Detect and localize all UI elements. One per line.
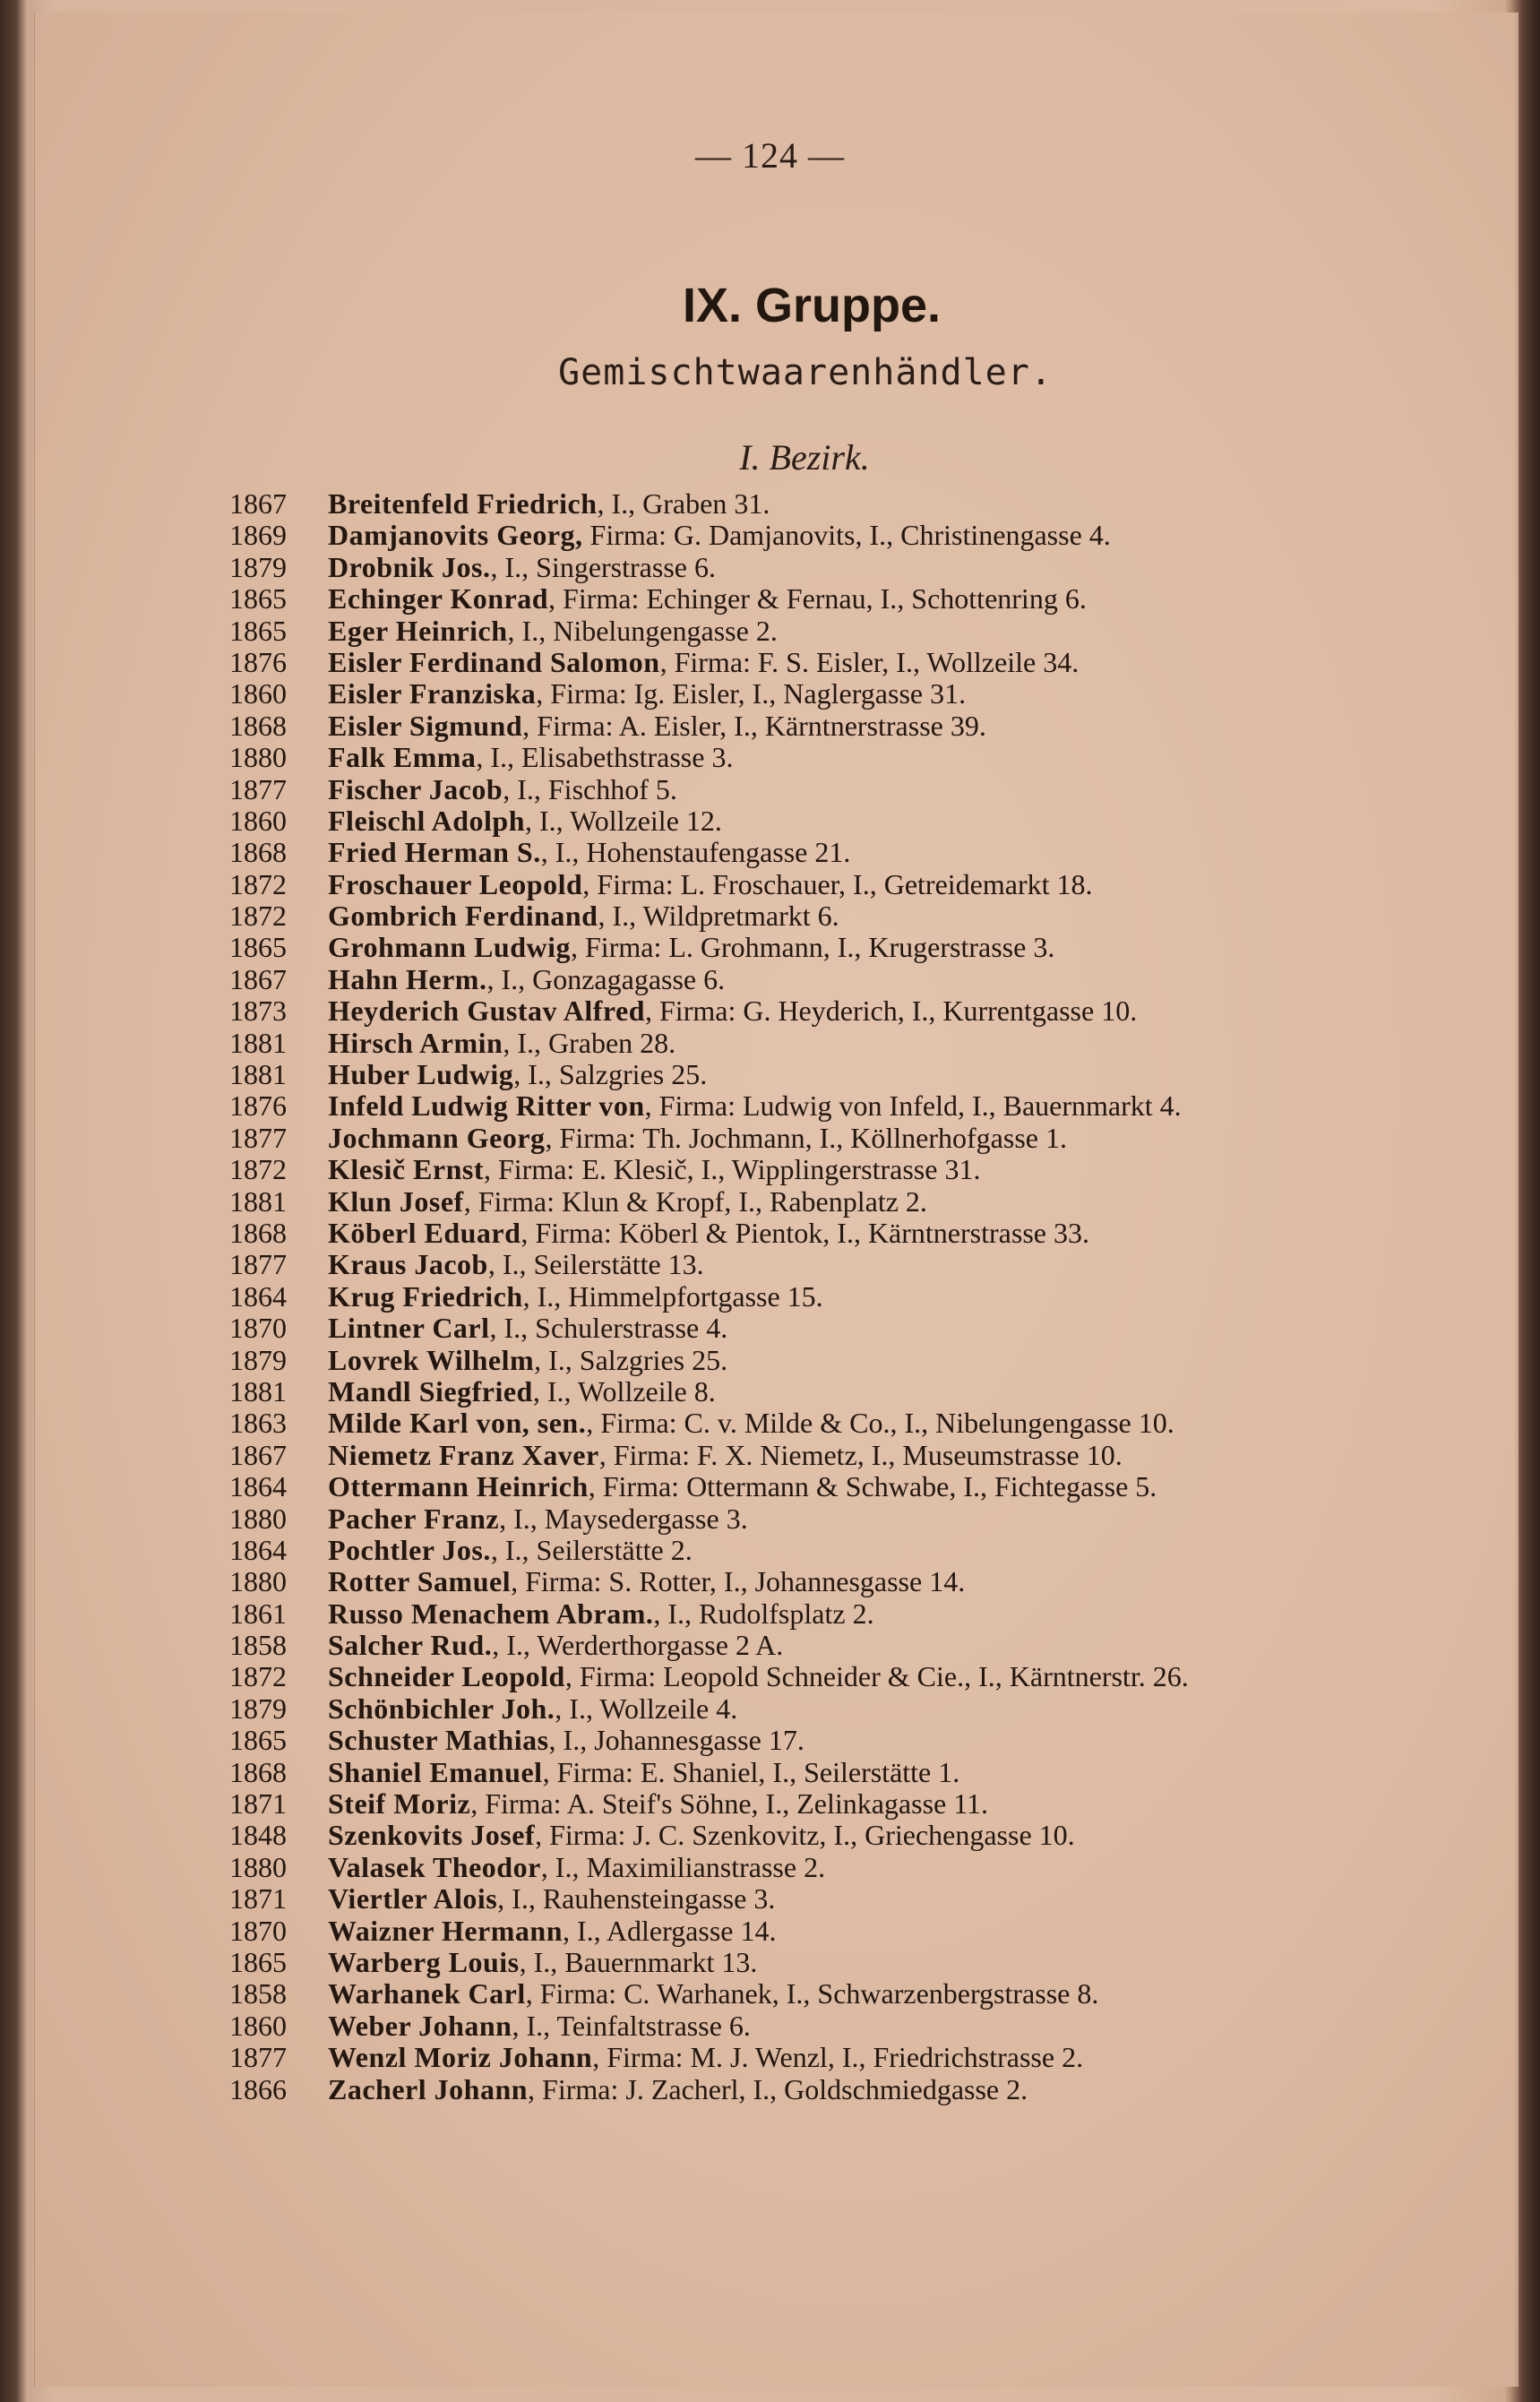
list-item — [229, 964, 1439, 995]
entry-details: , Firma: Th. Jochmann, I., Köllnerhofgasse 1. — [545, 1121, 1067, 1154]
entry-name: Valasek Theodor — [328, 1850, 541, 1883]
entry-year: 1864 — [229, 1533, 287, 1566]
entry-name: Shaniel Emanuel — [328, 1755, 543, 1788]
entry-name: Niemetz Franz Xaver — [328, 1438, 599, 1471]
entry-year: 1865 — [229, 931, 287, 964]
entry-name: Fried Herman S. — [328, 836, 541, 869]
entry-details: , Firma: C. Warhanek, I., Schwarzenbergstrasse 8. — [525, 1977, 1099, 2010]
entry-details: , I., Maximilianstrasse 2. — [540, 1850, 826, 1883]
entry-name: Hirsch Armin — [328, 1026, 503, 1059]
entry-year: 1880 — [229, 1850, 287, 1883]
entry-text — [328, 1471, 1157, 1502]
entry-year: 1860 — [229, 677, 287, 710]
entry-year: 1872 — [229, 867, 287, 900]
entry-text — [328, 1408, 1174, 1439]
entry-text — [328, 837, 850, 868]
entry-year: 1881 — [229, 1184, 287, 1218]
entry-name: Fleischl Adolph — [328, 804, 525, 837]
entry-text — [328, 1598, 874, 1630]
list-item — [229, 2042, 1439, 2073]
entry-text — [328, 1376, 716, 1408]
entry-year: 1872 — [229, 1153, 287, 1186]
district-heading: I. Bezirk. — [739, 437, 870, 478]
entry-details: , I., Bauernmarkt 13. — [519, 1945, 758, 1978]
list-item — [229, 1535, 1439, 1566]
entry-text — [328, 1281, 823, 1313]
entry-name: Weber Johann — [328, 2009, 512, 2042]
list-item — [229, 2010, 1439, 2042]
entry-year: 1881 — [229, 1026, 287, 1059]
entry-details: , I., Seilerstätte 13. — [487, 1248, 704, 1281]
entry-details: , I., Rauhensteingasse 3. — [497, 1882, 776, 1916]
entry-details: , Firma: Klun & Kropf, I., Rabenplatz 2. — [463, 1184, 927, 1218]
entry-details: , I., Maysedergasse 3. — [499, 1502, 748, 1535]
entry-year: 1867 — [229, 487, 287, 520]
entry-text — [328, 1028, 675, 1059]
list-item — [229, 2074, 1439, 2105]
entry-text — [328, 1820, 1075, 1851]
entry-text — [328, 1345, 727, 1376]
list-item — [229, 900, 1439, 932]
entry-year: 1869 — [229, 519, 287, 552]
entry-year: 1865 — [229, 614, 287, 647]
entry-name: Schuster Mathias — [328, 1724, 549, 1757]
entry-name: Waizner Hermann — [328, 1914, 563, 1947]
entry-details: , I., Nibelungengasse 2. — [507, 614, 778, 647]
entry-year: 1881 — [229, 1058, 287, 1091]
list-item — [229, 1630, 1439, 1661]
list-item — [229, 1249, 1439, 1280]
entry-name: Warberg Louis — [328, 1945, 520, 1978]
entry-name: Schneider Leopold — [328, 1660, 565, 1693]
entry-details: , I., Wollzeile 4. — [555, 1692, 738, 1725]
entry-name: Eisler Sigmund — [328, 709, 523, 742]
entry-text — [328, 1249, 704, 1280]
entry-details: , I., Adlergasse 14. — [563, 1914, 777, 1947]
entry-year: 1868 — [229, 709, 287, 742]
entry-details: , I., Hohenstaufengasse 21. — [540, 836, 851, 869]
entry-details: , I., Werderthorgasse 2 A. — [492, 1629, 784, 1662]
entry-text — [328, 1535, 693, 1566]
list-item — [229, 583, 1439, 615]
entry-text — [328, 488, 770, 520]
entry-details: , I., Wildpretmarkt 6. — [598, 900, 839, 933]
entry-text — [328, 1186, 927, 1218]
entry-text — [328, 964, 725, 995]
entry-text — [328, 1123, 1067, 1154]
entry-year: 1870 — [229, 1312, 287, 1345]
entry-text — [328, 742, 733, 773]
entry-details: , I., Graben 31. — [597, 487, 770, 520]
entry-details: , I., Seilerstätte 2. — [490, 1533, 693, 1566]
entry-text — [328, 678, 966, 710]
entry-year: 1865 — [229, 1945, 287, 1978]
entry-text — [328, 710, 986, 742]
page-number: — 124 — — [695, 135, 845, 176]
entry-year: 1872 — [229, 900, 287, 933]
entry-year: 1858 — [229, 1629, 287, 1662]
entry-name: Steif Moriz — [328, 1787, 471, 1821]
entry-name: Szenkovits Josef — [328, 1819, 536, 1852]
entry-text — [328, 2074, 1028, 2105]
entry-name: Kraus Jacob — [328, 1248, 488, 1281]
list-item — [229, 742, 1439, 773]
entry-name: Eger Heinrich — [328, 614, 508, 647]
entry-text — [328, 616, 778, 647]
entry-details: , I., Elisabethstrasse 3. — [476, 741, 734, 774]
entry-details: , I., Johannesgasse 17. — [548, 1724, 804, 1757]
entry-name: Hahn Herm. — [328, 962, 487, 995]
entry-details: , Firma: Echinger & Fernau, I., Schottenring 6. — [548, 582, 1087, 616]
entry-name: Köberl Eduard — [328, 1216, 521, 1249]
entry-name: Salcher Rud. — [328, 1629, 493, 1662]
entry-year: 1867 — [229, 1438, 287, 1471]
entry-list — [229, 488, 1439, 2105]
entry-details: , I., Wollzeile 8. — [532, 1374, 716, 1408]
entry-name: Pochtler Jos. — [328, 1533, 491, 1566]
entry-details: , I., Rudolfsplatz 2. — [653, 1597, 874, 1630]
entry-name: Ottermann Heinrich — [328, 1470, 589, 1503]
list-item — [229, 1345, 1439, 1376]
entry-text — [328, 1059, 707, 1090]
entry-details: , Firma: A. Eisler, I., Kärntnerstrasse 39. — [522, 709, 986, 742]
list-item — [229, 647, 1439, 678]
entry-name: Jochmann Georg — [328, 1121, 546, 1154]
entry-text — [328, 805, 722, 837]
entry-text — [328, 1661, 1189, 1692]
entry-name: Schönbichler Joh. — [328, 1692, 555, 1725]
entry-name: Mandl Siegfried — [328, 1374, 533, 1408]
entry-text — [328, 869, 1093, 900]
entry-name: Breitenfeld Friedrich — [328, 487, 598, 520]
entry-year: 1868 — [229, 1216, 287, 1249]
entry-text — [328, 2010, 751, 2042]
entry-text — [328, 1693, 737, 1725]
entry-year: 1880 — [229, 1502, 287, 1535]
entry-year: 1879 — [229, 1343, 287, 1376]
entry-name: Drobnik Jos. — [328, 550, 491, 583]
list-item — [229, 520, 1439, 551]
entry-name: Klun Josef — [328, 1184, 464, 1218]
entry-details: , Firma: G. Heyderich, I., Kurrentgasse 10. — [645, 994, 1138, 1028]
entry-details: , Firma: M. J. Wenzl, I., Friedrichstrasse 2. — [592, 2041, 1084, 2074]
entry-year: 1866 — [229, 2072, 287, 2105]
entry-year: 1880 — [229, 741, 287, 774]
entry-details: , I., Wollzeile 12. — [525, 804, 722, 837]
entry-year: 1867 — [229, 962, 287, 995]
entry-year: 1860 — [229, 804, 287, 837]
list-item — [229, 1471, 1439, 1502]
list-item — [229, 552, 1439, 583]
entry-details: , Firma: J. Zacherl, I., Goldschmiedgasse 2. — [528, 2072, 1028, 2105]
entry-year: 1877 — [229, 2041, 287, 2074]
entry-name: Klesič Ernst — [328, 1153, 484, 1186]
entry-text — [328, 1883, 775, 1915]
entry-text — [328, 1852, 825, 1883]
list-item — [229, 1313, 1439, 1344]
entry-text — [328, 1566, 965, 1597]
entry-text — [328, 583, 1087, 615]
entry-year: 1877 — [229, 772, 287, 805]
entry-year: 1864 — [229, 1470, 287, 1503]
entry-details: , I., Singerstrasse 6. — [490, 550, 716, 583]
entry-year: 1871 — [229, 1882, 287, 1916]
list-item — [229, 1218, 1439, 1249]
entry-text — [328, 2042, 1083, 2073]
list-item — [229, 1852, 1439, 1883]
entry-year: 1861 — [229, 1597, 287, 1630]
entry-details: , Firma: A. Steif's Söhne, I., Zelinkagasse 11. — [470, 1787, 989, 1821]
entry-details: , Firma: Ludwig von Infeld, I., Bauernmarkt 4. — [644, 1089, 1182, 1123]
list-item — [229, 837, 1439, 868]
entry-name: Gombrich Ferdinand — [328, 900, 598, 933]
entry-year: 1879 — [229, 1692, 287, 1725]
list-item — [229, 678, 1439, 710]
entry-year: 1870 — [229, 1914, 287, 1947]
entry-year: 1880 — [229, 1565, 287, 1598]
entry-year: 1881 — [229, 1374, 287, 1408]
entry-details: , Firma: Ig. Eisler, I., Naglergasse 31. — [536, 677, 967, 710]
entry-name: Fischer Jacob — [328, 772, 503, 805]
entry-details: , I., Salzgries 25. — [534, 1343, 728, 1376]
entry-text — [328, 1313, 727, 1344]
entry-text — [328, 1630, 783, 1661]
entry-details: , Firma: F. S. Eisler, I., Wollzeile 34. — [659, 645, 1080, 678]
list-item — [229, 710, 1439, 742]
entry-text — [328, 647, 1079, 678]
entry-details: , I., Teinfaltstrasse 6. — [512, 2009, 751, 2042]
entry-text — [328, 1947, 757, 1978]
entry-text — [328, 1757, 959, 1788]
entry-year: 1860 — [229, 2009, 287, 2042]
entry-year: 1876 — [229, 645, 287, 678]
entry-year: 1848 — [229, 1819, 287, 1852]
entry-details: , Firma: Köberl & Pientok, I., Kärntnerstrasse 33. — [521, 1216, 1089, 1249]
entry-text — [328, 1503, 748, 1535]
entry-details: , Firma: L. Froschauer, I., Getreidemarkt 18. — [582, 867, 1093, 900]
list-item — [229, 616, 1439, 647]
entry-details: , I., Gonzagagasse 6. — [486, 962, 726, 995]
entry-year: 1876 — [229, 1089, 287, 1123]
entry-details: , Firma: E. Klesič, I., Wipplingerstrasse 31. — [483, 1153, 981, 1186]
entry-name: Viertler Alois — [328, 1882, 498, 1916]
entry-text — [328, 995, 1137, 1027]
entry-text — [328, 520, 1111, 551]
entry-details: , Firma: S. Rotter, I., Johannesgasse 14. — [511, 1565, 966, 1598]
entry-details: , I., Himmelpfortgasse 15. — [522, 1279, 823, 1313]
entry-year: 1865 — [229, 1724, 287, 1757]
entry-name: Falk Emma — [328, 741, 477, 774]
entry-text — [328, 1788, 988, 1820]
list-item — [229, 1281, 1439, 1313]
entry-name: Wenzl Moriz Johann — [328, 2041, 593, 2074]
entry-name: Eisler Franziska — [328, 677, 537, 710]
entry-name: Damjanovits Georg, — [328, 519, 583, 552]
entry-name: Huber Ludwig — [328, 1058, 514, 1091]
category-heading: Gemischtwaarenhändler. — [558, 352, 1053, 393]
entry-name: Heyderich Gustav Alfred — [328, 994, 645, 1028]
list-item — [229, 1820, 1439, 1851]
list-item — [229, 1123, 1439, 1154]
list-item — [229, 1059, 1439, 1090]
list-item — [229, 1788, 1439, 1820]
entry-name: Froschauer Leopold — [328, 867, 583, 900]
entry-details: , Firma: C. v. Milde & Co., I., Nibelungengasse 10. — [586, 1407, 1174, 1440]
entry-year: 1871 — [229, 1787, 287, 1821]
entry-text — [328, 552, 716, 583]
list-item — [229, 488, 1439, 520]
list-item — [229, 1154, 1439, 1185]
entry-year: 1872 — [229, 1660, 287, 1693]
entry-details: , Firma: L. Grohmann, I., Krugerstrasse 3. — [571, 931, 1055, 964]
entry-name: Eisler Ferdinand Salomon — [328, 645, 660, 678]
entry-details: , Firma: Leopold Schneider & Cie., I., Kärntnerstr. 26. — [564, 1660, 1189, 1693]
entry-name: Krug Friedrich — [328, 1279, 523, 1313]
entry-year: 1873 — [229, 994, 287, 1028]
entry-details: , Firma: E. Shaniel, I., Seilerstätte 1. — [542, 1755, 960, 1788]
entry-text — [328, 900, 839, 932]
entry-name: Lovrek Wilhelm — [328, 1343, 535, 1376]
list-item — [229, 1598, 1439, 1630]
entry-year: 1879 — [229, 550, 287, 583]
list-item — [229, 774, 1439, 805]
list-item — [229, 1566, 1439, 1597]
list-item — [229, 1916, 1439, 1947]
entry-details: , I., Salzgries 25. — [513, 1058, 708, 1091]
list-item — [229, 1376, 1439, 1408]
entry-details: , Firma: Ottermann & Schwabe, I., Fichtegasse 5. — [588, 1470, 1157, 1503]
list-item — [229, 932, 1439, 963]
list-item — [229, 995, 1439, 1027]
list-item — [229, 1725, 1439, 1756]
entry-name: Grohmann Ludwig — [328, 931, 571, 964]
entry-name: Warhanek Carl — [328, 1977, 526, 2010]
list-item — [229, 1503, 1439, 1535]
entry-text — [328, 1090, 1182, 1122]
list-item — [229, 805, 1439, 837]
entry-year: 1858 — [229, 1977, 287, 2010]
entry-year: 1864 — [229, 1279, 287, 1313]
entry-details: , I., Fischhof 5. — [503, 772, 677, 805]
entry-name: Echinger Konrad — [328, 582, 549, 616]
entry-text — [328, 1725, 804, 1756]
entry-text — [328, 774, 677, 805]
entry-text — [328, 1440, 1123, 1471]
list-item — [229, 1661, 1439, 1692]
entry-name: Russo Menachem Abram. — [328, 1597, 654, 1630]
entry-year: 1868 — [229, 1755, 287, 1788]
entry-name: Zacherl Johann — [328, 2072, 529, 2105]
entry-details: , I., Graben 28. — [503, 1026, 676, 1059]
entry-text — [328, 1218, 1089, 1249]
entry-year: 1877 — [229, 1248, 287, 1281]
entry-year: 1868 — [229, 836, 287, 869]
entry-details: , Firma: F. X. Niemetz, I., Museumstrasse 10. — [598, 1438, 1123, 1471]
entry-year: 1865 — [229, 582, 287, 616]
list-item — [229, 1757, 1439, 1788]
entry-year: 1863 — [229, 1407, 287, 1440]
list-item — [229, 869, 1439, 900]
list-item — [229, 1408, 1439, 1439]
list-item — [229, 1186, 1439, 1218]
list-item — [229, 1883, 1439, 1915]
entry-text — [328, 932, 1054, 963]
entry-text — [328, 1916, 776, 1947]
list-item — [229, 1028, 1439, 1059]
entry-name: Lintner Carl — [328, 1312, 490, 1345]
group-title: IX. Gruppe. — [682, 279, 942, 332]
entry-name: Milde Karl von, sen. — [328, 1407, 587, 1440]
list-item — [229, 1978, 1439, 2010]
entry-year: 1877 — [229, 1121, 287, 1154]
list-item — [229, 1440, 1439, 1471]
entry-name: Infeld Ludwig Ritter von — [328, 1089, 645, 1123]
list-item — [229, 1090, 1439, 1122]
entry-details: , Firma: J. C. Szenkovitz, I., Griechengasse 10. — [535, 1819, 1075, 1852]
entry-details: , I., Schulerstrasse 4. — [489, 1312, 728, 1345]
entry-name: Pacher Franz — [328, 1502, 500, 1535]
list-item — [229, 1693, 1439, 1725]
entry-name: Rotter Samuel — [328, 1565, 512, 1598]
entry-details: Firma: G. Damjanovits, I., Christinengasse 4. — [582, 519, 1111, 552]
entry-text — [328, 1154, 980, 1185]
list-item — [229, 1947, 1439, 1978]
entry-text — [328, 1978, 1098, 2010]
